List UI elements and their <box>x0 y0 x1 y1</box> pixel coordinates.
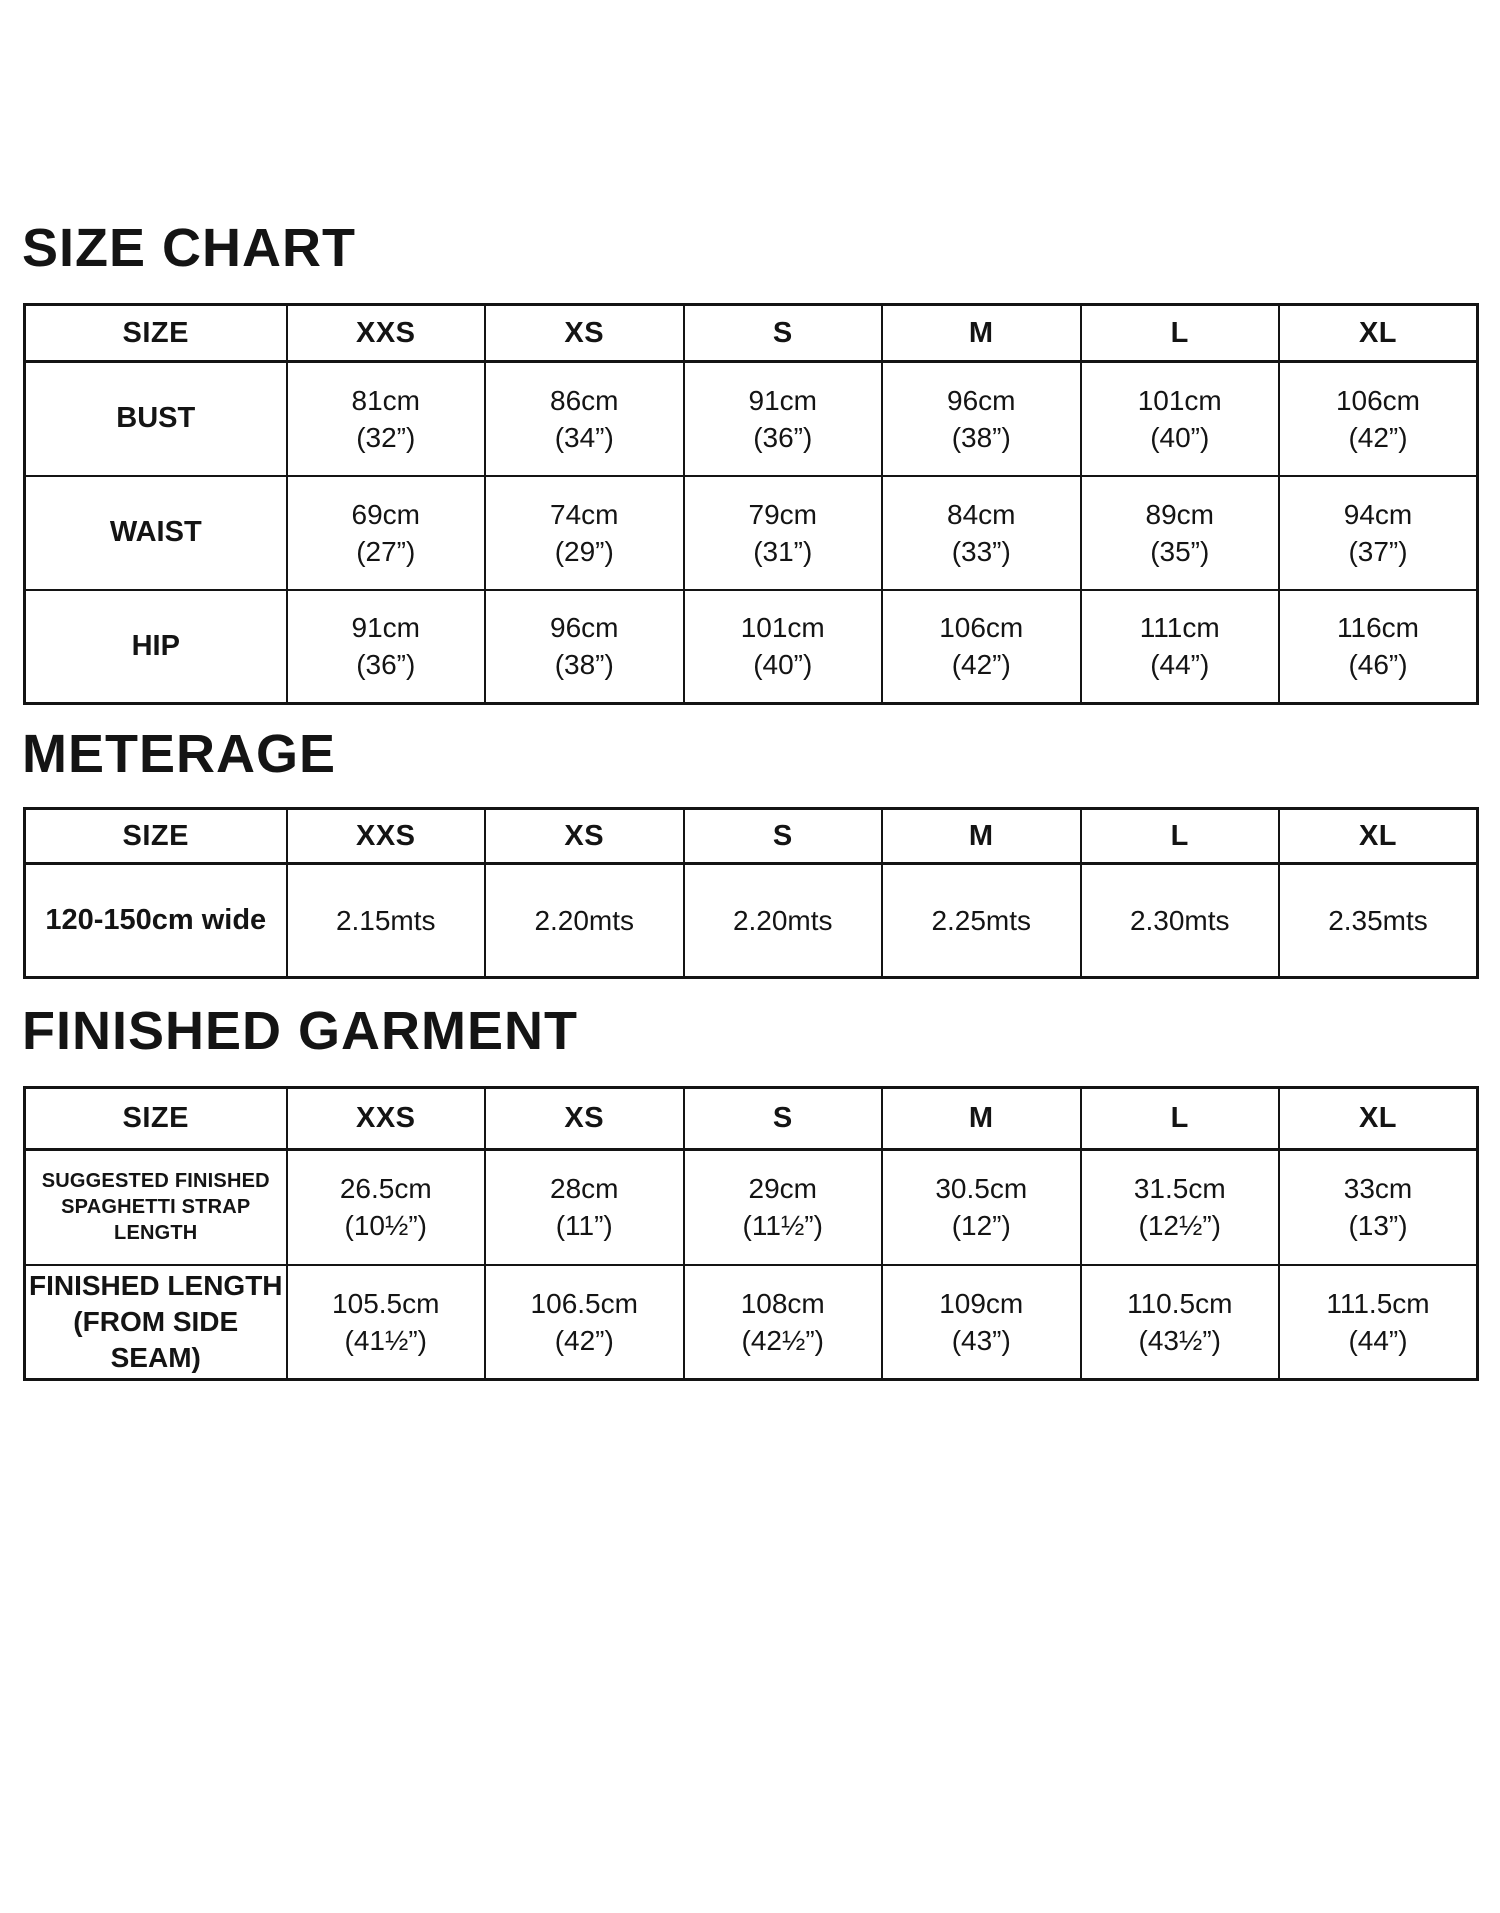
measurement-cell: 109cm (43”) <box>882 1265 1081 1380</box>
measurement-cell: 29cm (11½”) <box>684 1150 883 1265</box>
meterage-cell: 2.30mts <box>1081 864 1280 978</box>
row-label-strap-length: SUGGESTED FINISHED SPAGHETTI STRAP LENGTH <box>25 1150 287 1265</box>
column-header: XXS <box>287 305 486 362</box>
column-header: S <box>684 305 883 362</box>
measurement-cell: 106cm (42”) <box>1279 362 1478 476</box>
measurement-cell: 96cm (38”) <box>882 362 1081 476</box>
column-header: L <box>1081 1088 1280 1150</box>
measurement-cell: 116cm (46”) <box>1279 590 1478 704</box>
row-label-fabric-width: 120-150cm wide <box>25 864 287 978</box>
meterage-cell: 2.15mts <box>287 864 486 978</box>
table-row <box>25 1150 1478 1265</box>
column-header: L <box>1081 809 1280 864</box>
table-row <box>25 590 1478 704</box>
measurement-cell: 31.5cm (12½”) <box>1081 1150 1280 1265</box>
table-row <box>25 362 1478 476</box>
column-header: L <box>1081 305 1280 362</box>
size-chart-title: SIZE CHART <box>22 218 356 278</box>
measurement-cell: 84cm (33”) <box>882 476 1081 590</box>
measurement-cell: 105.5cm (41½”) <box>287 1265 486 1380</box>
meterage-cell: 2.20mts <box>684 864 883 978</box>
column-header: XS <box>485 809 684 864</box>
measurement-cell: 101cm (40”) <box>1081 362 1280 476</box>
measurement-cell: 111.5cm (44”) <box>1279 1265 1478 1380</box>
column-header: XS <box>485 1088 684 1150</box>
measurement-cell: 91cm (36”) <box>287 590 486 704</box>
measurement-cell: 86cm (34”) <box>485 362 684 476</box>
header-row <box>25 305 1478 362</box>
measurement-cell: 30.5cm (12”) <box>882 1150 1081 1265</box>
measurement-cell: 69cm (27”) <box>287 476 486 590</box>
column-header: XS <box>485 305 684 362</box>
measurement-cell: 108cm (42½”) <box>684 1265 883 1380</box>
measurement-cell: 110.5cm (43½”) <box>1081 1265 1280 1380</box>
size-chart-table <box>23 303 1479 705</box>
column-header: SIZE <box>25 305 287 362</box>
measurement-cell: 79cm (31”) <box>684 476 883 590</box>
column-header: XXS <box>287 809 486 864</box>
table-row <box>25 864 1478 978</box>
measurement-cell: 111cm (44”) <box>1081 590 1280 704</box>
finished-garment-table <box>23 1086 1479 1381</box>
row-label-hip: HIP <box>25 590 287 704</box>
column-header: M <box>882 305 1081 362</box>
row-label-bust: BUST <box>25 362 287 476</box>
header-row <box>25 809 1478 864</box>
measurement-cell: 106.5cm (42”) <box>485 1265 684 1380</box>
measurement-cell: 91cm (36”) <box>684 362 883 476</box>
table-row <box>25 476 1478 590</box>
column-header: M <box>882 809 1081 864</box>
column-header: XL <box>1279 305 1478 362</box>
measurement-cell: 28cm (11”) <box>485 1150 684 1265</box>
measurement-cell: 33cm (13”) <box>1279 1150 1478 1265</box>
column-header: SIZE <box>25 1088 287 1150</box>
measurement-cell: 94cm (37”) <box>1279 476 1478 590</box>
measurement-cell: 81cm (32”) <box>287 362 486 476</box>
meterage-title: METERAGE <box>22 724 337 784</box>
measurement-cell: 89cm (35”) <box>1081 476 1280 590</box>
column-header: SIZE <box>25 809 287 864</box>
column-header: S <box>684 809 883 864</box>
row-label-finished-length: FINISHED LENGTH (FROM SIDE SEAM) <box>25 1265 287 1380</box>
table-row <box>25 1265 1478 1380</box>
meterage-cell: 2.25mts <box>882 864 1081 978</box>
column-header: XXS <box>287 1088 486 1150</box>
measurement-cell: 101cm (40”) <box>684 590 883 704</box>
column-header: S <box>684 1088 883 1150</box>
finished-garment-title: FINISHED GARMENT <box>22 1001 578 1061</box>
column-header: XL <box>1279 1088 1478 1150</box>
column-header: XL <box>1279 809 1478 864</box>
measurement-cell: 106cm (42”) <box>882 590 1081 704</box>
measurement-cell: 96cm (38”) <box>485 590 684 704</box>
header-row <box>25 1088 1478 1150</box>
measurement-cell: 26.5cm (10½”) <box>287 1150 486 1265</box>
column-header: M <box>882 1088 1081 1150</box>
measurement-cell: 74cm (29”) <box>485 476 684 590</box>
meterage-cell: 2.35mts <box>1279 864 1478 978</box>
meterage-table <box>23 807 1479 979</box>
row-label-waist: WAIST <box>25 476 287 590</box>
meterage-cell: 2.20mts <box>485 864 684 978</box>
